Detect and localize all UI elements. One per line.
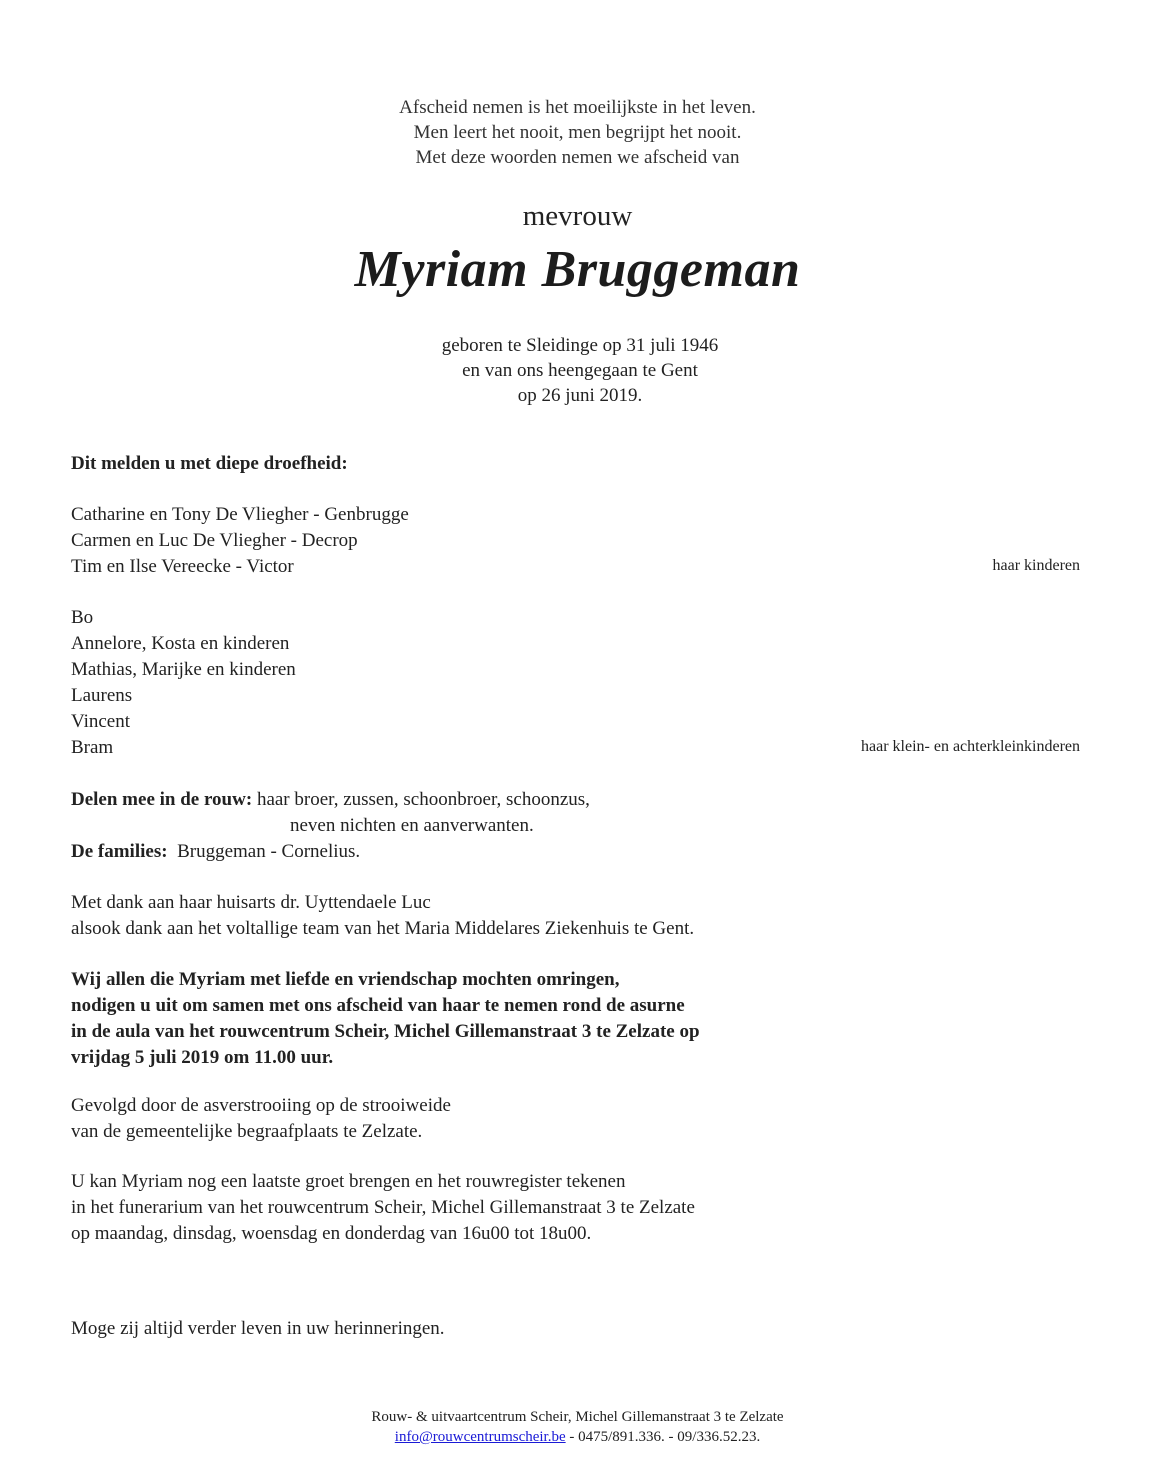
invitation-line: nodigen u uit om samen met ons afscheid van haar te nemen rond de asurne: [71, 995, 685, 1016]
visitation-section: [71, 1169, 695, 1247]
mourning-continuation: neven nichten en aanverwanten.: [290, 815, 534, 836]
birth-death-info: [0, 333, 1155, 408]
list-item: Mathias, Marijke en kinderen: [71, 659, 296, 680]
list-item: Laurens: [71, 685, 133, 706]
scattering-section: [71, 1093, 451, 1145]
list-item: Bo: [71, 607, 94, 628]
invitation-section: [71, 967, 700, 1071]
invitation-line: vrijdag 5 juli 2019 om 11.00 uur.: [71, 1047, 334, 1068]
invitation-line: in de aula van het rouwcentrum Scheir, Michel Gillemanstraat 3 te Zelzate op: [71, 1021, 700, 1042]
footer-contact: [0, 1427, 1155, 1447]
scattering-line: van de gemeentelijke begraafplaats te Zelzate.: [71, 1121, 423, 1142]
visitation-line: op maandag, dinsdag, woensdag en donderdag van 16u00 tot 18u00.: [71, 1223, 592, 1244]
list-item: Carmen en Luc De Vliegher - Decrop: [71, 530, 358, 551]
mourning-label: Delen mee in de rouw:: [71, 789, 253, 810]
mourning-value: haar broer, zussen, schoonbroer, schoonzus,: [252, 789, 590, 810]
list-item: Bram: [71, 737, 114, 758]
scattering-line: Gevolgd door de asverstrooiing op de strooiweide: [71, 1095, 451, 1116]
deceased-name: Myriam Bruggeman: [354, 241, 801, 298]
thanks-section: [71, 890, 694, 942]
invitation-line: Wij allen die Myriam met liefde en vriendschap mochten omringen,: [71, 969, 620, 990]
announcement-heading: Dit melden u met diepe droefheid:: [71, 453, 348, 474]
list-item: Catharine en Tony De Vliegher - Genbrugge: [71, 504, 409, 525]
list-item: Annelore, Kosta en kinderen: [71, 633, 290, 654]
intro-line: Men leert het nooit, men begrijpt het nooit.: [413, 122, 742, 143]
death-place-line: en van ons heengegaan te Gent: [462, 360, 698, 381]
death-date-line: op 26 juni 2019.: [517, 385, 643, 406]
mourning-line: [71, 787, 590, 813]
families-value: Bruggeman - Cornelius.: [167, 841, 361, 862]
families-label: De families:: [71, 841, 168, 862]
children-list: [71, 502, 409, 580]
mourning-section: [71, 787, 590, 865]
intro-verse: [0, 95, 1155, 170]
visitation-line: in het funerarium van het rouwcentrum Scheir, Michel Gillemanstraat 3 te Zelzate: [71, 1197, 695, 1218]
title-prefix: mevrouw: [522, 200, 633, 232]
footer: [0, 1407, 1155, 1447]
list-item: Vincent: [71, 711, 131, 732]
footer-phones: - 0475/891.336. - 09/336.52.23.: [565, 1429, 761, 1445]
closing-line: Moge zij altijd verder leven in uw herinneringen.: [71, 1318, 445, 1339]
visitation-line: U kan Myriam nog een laatste groet brengen en het rouwregister tekenen: [71, 1171, 626, 1192]
children-relation: haar kinderen: [992, 557, 1080, 574]
intro-line: Afscheid nemen is het moeilijkste in het leven.: [399, 97, 756, 118]
intro-line: Met deze woorden nemen we afscheid van: [415, 147, 740, 168]
email-link[interactable]: info@rouwcentrumscheir.be: [394, 1429, 566, 1445]
thanks-line: alsook dank aan het voltallige team van het Maria Middelares Ziekenhuis te Gent.: [71, 918, 695, 939]
thanks-line: Met dank aan haar huisarts dr. Uyttendaele Luc: [71, 892, 431, 913]
grandchildren-list: [71, 605, 296, 761]
footer-address: Rouw- & uitvaartcentrum Scheir, Michel Gillemanstraat 3 te Zelzate: [371, 1409, 784, 1425]
list-item: Tim en Ilse Vereecke - Victor: [71, 556, 294, 577]
birth-line: geboren te Sleidinge op 31 juli 1946: [441, 335, 719, 356]
grandchildren-relation: haar klein- en achterkleinkinderen: [861, 738, 1080, 755]
families-line: [71, 839, 590, 865]
